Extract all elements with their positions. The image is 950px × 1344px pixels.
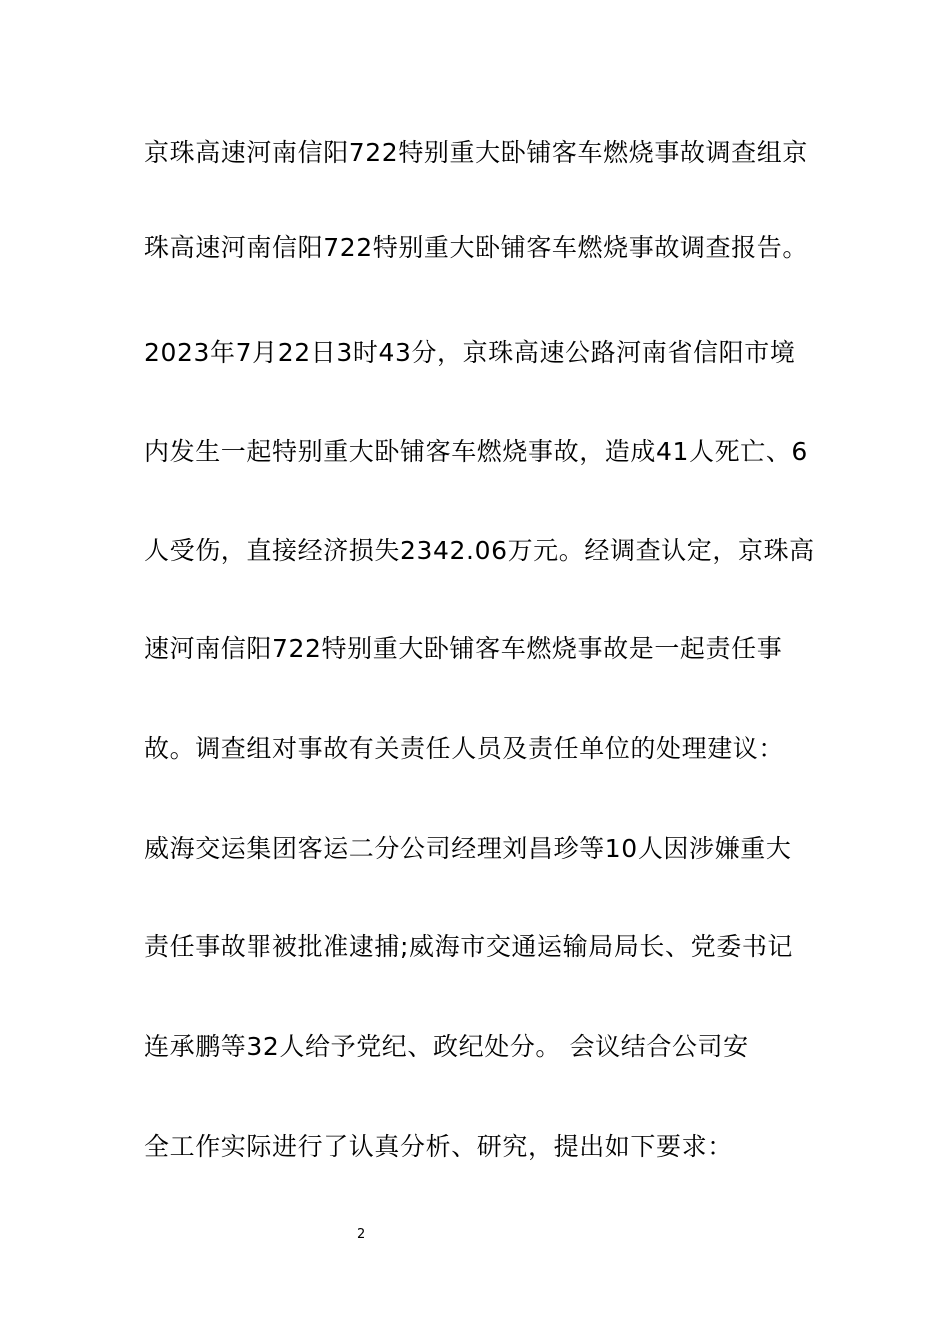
- text-line: 故。调查组对事故有关责任人员及责任单位的处理建议：: [144, 734, 785, 763]
- text-line: 2023年7月22日3时43分，京珠高速公路河南省信阳市境: [144, 338, 796, 367]
- text-line: 连承鹏等32人给予党纪、政纪处分。 会议结合公司安: [144, 1032, 749, 1061]
- text-line: 威海交运集团客运二分公司经理刘昌珍等10人因涉嫌重大: [144, 834, 792, 863]
- text-line: 速河南信阳722特别重大卧铺客车燃烧事故是一起责任事: [144, 634, 783, 663]
- text-line: 京珠高速河南信阳722特别重大卧铺客车燃烧事故调查组京: [144, 138, 808, 167]
- page-number: 2: [357, 1227, 366, 1242]
- text-line: 人受伤，直接经济损失2342.06万元。经调查认定，京珠高: [144, 536, 815, 565]
- text-line: 责任事故罪被批准逮捕;威海市交通运输局局长、党委书记: [144, 932, 794, 961]
- text-line: 珠高速河南信阳722特别重大卧铺客车燃烧事故调查报告。: [144, 233, 808, 262]
- text-line: 全工作实际进行了认真分析、研究，提出如下要求：: [144, 1132, 733, 1161]
- text-line: 内发生一起特别重大卧铺客车燃烧事故，造成41人死亡、6: [144, 437, 808, 466]
